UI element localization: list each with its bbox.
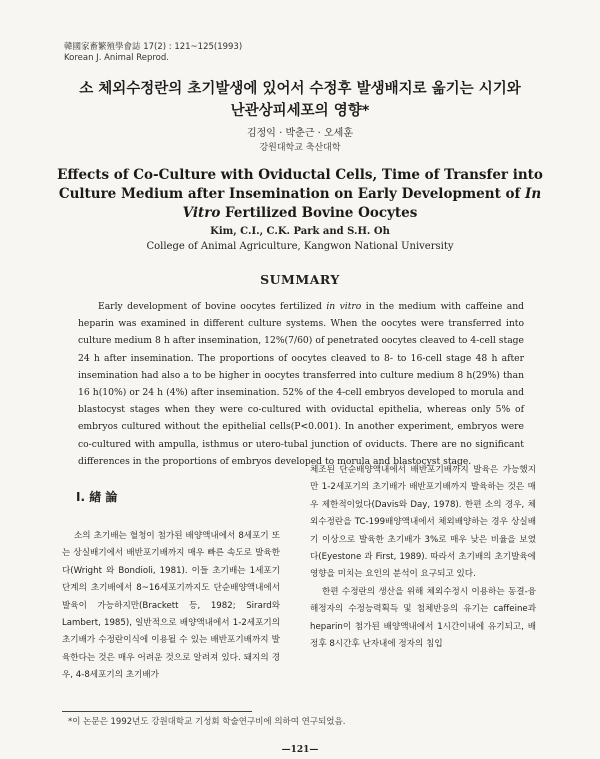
korean-affiliation: 강원대학교 축산대학 <box>259 143 341 153</box>
intro-left-paragraph: 소의 초기배는 혈청이 첨가된 배양액내에서 8세포기 또는 상실배기에서 배반포기배까지 매우 빠른 속도로 발육한다(Wright 와 Bondioli, 1981). 이들 초기배는 1세포기 단계의 초기배에서 8~16세포기까지도 단순배양액내에서 발육이 가능하지만(Brackett 등, 1982; Sirard와 Lambert, 1985), 일반적으로 배양액내에서 1-2세포기의 초기배가 수정란이식에 이용될 수 있는 배반포기배까지 발육한다는 것은 매우 어려운 것으로 알려져 있다. 돼지의 경우, 4-8세포기의 초기배가 <box>62 531 280 681</box>
korean-title-line-2: 난관상피세포의 영향* <box>230 103 370 119</box>
summary-paragraph <box>78 298 524 470</box>
intro-right-paragraph-2: 한편 수정란의 생산을 위해 체외수정시 이용하는 동결-융해정자의 수정능력획득 및 첨체반응의 유기는 caffeine과 heparin이 첨가된 배양액내에서 1시간이내에 유기되고, 배정후 8시간후 난자내에 정자의 침입 <box>310 586 536 650</box>
english-title-part-2: Fertilized Bovine Oocytes <box>220 205 418 221</box>
summary-heading: SUMMARY <box>260 272 340 287</box>
summary-body <box>78 298 524 470</box>
summary-text-italic: in vitro <box>326 301 362 312</box>
journal-citation <box>64 42 242 64</box>
journal-citation-korean: 韓國家畜繁殖學會誌 17(2) : 121~125(1993) <box>64 42 243 52</box>
english-title-italic: In Vitro <box>182 186 542 221</box>
korean-title-line-1: 소 체외수정란의 초기발생에 있어서 수정후 발생배지로 옮기는 시기와 <box>79 81 521 97</box>
footnote: *이 논문은 1992년도 강원대학교 기성회 학술연구비에 의하여 연구되었음. <box>68 717 346 727</box>
left-column <box>62 528 280 685</box>
intro-heading: I. 緖 論 <box>76 490 118 504</box>
footnote-rule <box>62 711 252 712</box>
english-authors: Kim, C.I., C.K. Park and S.H. Oh <box>210 226 390 237</box>
summary-text-b: in the medium with caffeine and heparin was examined in different culture systems. When the oocytes were transferred into culture medium 8 h after insemination, 12%(7/60) of penetrated oocytes cleaved to 4-cell stage 24 h after insemination. The proportions of oocytes cleaved to 8- to 16-cell stage 48 h after insemination had also a to be higher in oocytes transferred into culture medium 8 h(29%) than 16 h(10%) or 24 h (4%) after insemination. 52% of the 4-cell embryos developed to morula and blastocyst stages when they were co-cultured with oviductal epithelia, whereas only 5% of embryos cultured without the epithelial cells(P<0.001). In another experiment, embryos were co-cultured with ampulla, isthmus or utero-tubal junction of oviducts. There are no significant differences in the proportions of embryos developed to morula and blastocyst stage. <box>78 301 524 467</box>
korean-title <box>50 78 550 122</box>
right-column <box>310 462 536 653</box>
english-title <box>40 166 560 223</box>
summary-text-a: Early development of bovine oocytes fertilized <box>98 301 327 312</box>
intro-right-paragraph-1: 체조된 단순배양액내에서 배반포기배까지 발육은 가능했지만 1-2세포기의 초기배가 배반포기배까지 발육하는 것은 매우 제한적이었다(Davis와 Day, 1978). 한편 소의 경우, 체외수정란을 TC-199배양액내에서 체외배양하는 경우 상실배기 이상으로 발육한 초기배가 3%로 매우 낮은 비율을 보였다(Eyestone 과 First, 1989). 따라서 초기배의 초기발육에 영향을 미치는 요인의 분석이 요구되고 있다. <box>310 465 536 580</box>
english-affiliation: College of Animal Agriculture, Kangwon National University <box>146 241 454 252</box>
korean-authors: 김정익 · 박춘근 · 오세훈 <box>246 128 353 139</box>
page-number: —121— <box>281 745 319 755</box>
english-title-part-1: Effects of Co-Culture with Oviductal Cells, Time of Transfer into Culture Medium after Insemination on Early Development of <box>57 167 543 202</box>
journal-citation-english: Korean J. Animal Reprod. <box>64 53 169 63</box>
